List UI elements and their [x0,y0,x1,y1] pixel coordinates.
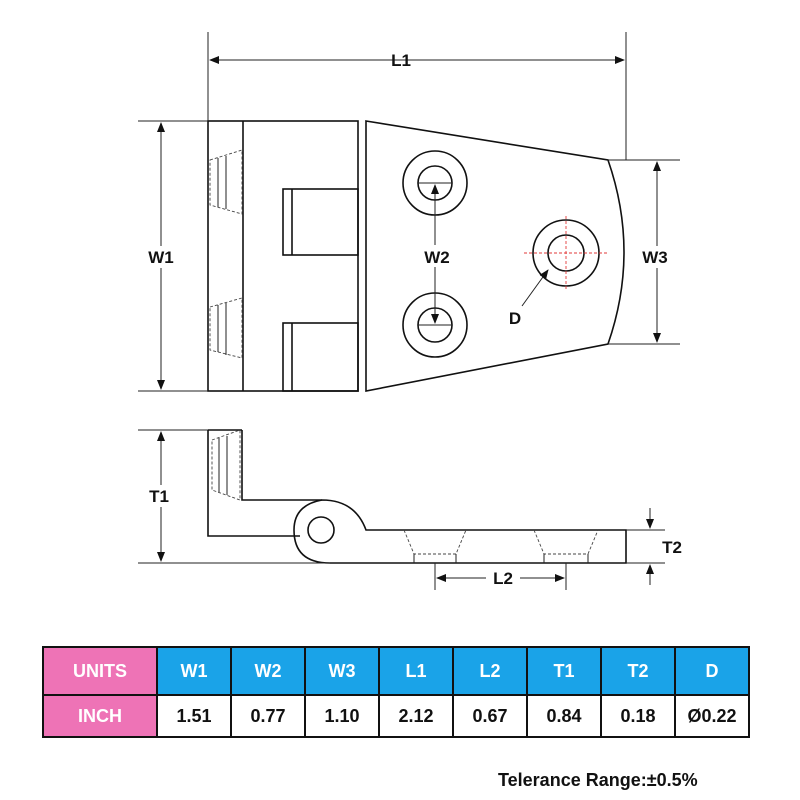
dimension-t1 [138,430,330,563]
countersink-side-left [404,530,466,563]
dimension-label-t2: T2 [662,538,682,557]
countersink-hidden-top [210,150,242,214]
col-w2: W2 [231,647,305,695]
spec-table-header-row [43,647,749,695]
value-w2: 0.77 [231,695,305,737]
dimension-d [509,270,548,328]
dimension-label-w1: W1 [148,248,174,267]
inch-label: INCH [43,695,157,737]
col-t2: T2 [601,647,675,695]
dimension-w2 [418,185,454,323]
value-w3: 1.10 [305,695,379,737]
value-l2: 0.67 [453,695,527,737]
value-l1: 2.12 [379,695,453,737]
dimension-label-w3: W3 [642,248,668,267]
value-d: Ø0.22 [675,695,749,737]
value-t1: 0.84 [527,695,601,737]
col-w3: W3 [305,647,379,695]
col-w1: W1 [157,647,231,695]
value-t2: 0.18 [601,695,675,737]
hinge-top-view [208,121,624,391]
dimension-w1 [138,121,208,391]
dimension-t2 [626,508,682,585]
dimension-label-w2: W2 [424,248,450,267]
value-w1: 1.51 [157,695,231,737]
dimension-w3 [608,160,680,344]
mounting-hole-right [524,216,608,290]
countersink-hidden-bottom [210,298,242,358]
dimension-label-l2: L2 [493,569,513,588]
countersink-side-right [534,530,598,563]
col-d: D [675,647,749,695]
spec-table [42,646,750,738]
hinge-side-view [208,430,626,563]
dimension-l1 [208,32,626,160]
dimension-l2 [435,563,566,590]
col-l1: L1 [379,647,453,695]
dimension-label-l1: L1 [391,51,411,70]
tolerance-note: Telerance Range:±0.5% [498,770,698,790]
units-label: UNITS [43,647,157,695]
dimension-label-t1: T1 [149,487,169,506]
dimension-label-d: D [508,309,522,328]
spec-table-value-row [43,695,749,737]
col-t1: T1 [527,647,601,695]
col-l2: L2 [453,647,527,695]
